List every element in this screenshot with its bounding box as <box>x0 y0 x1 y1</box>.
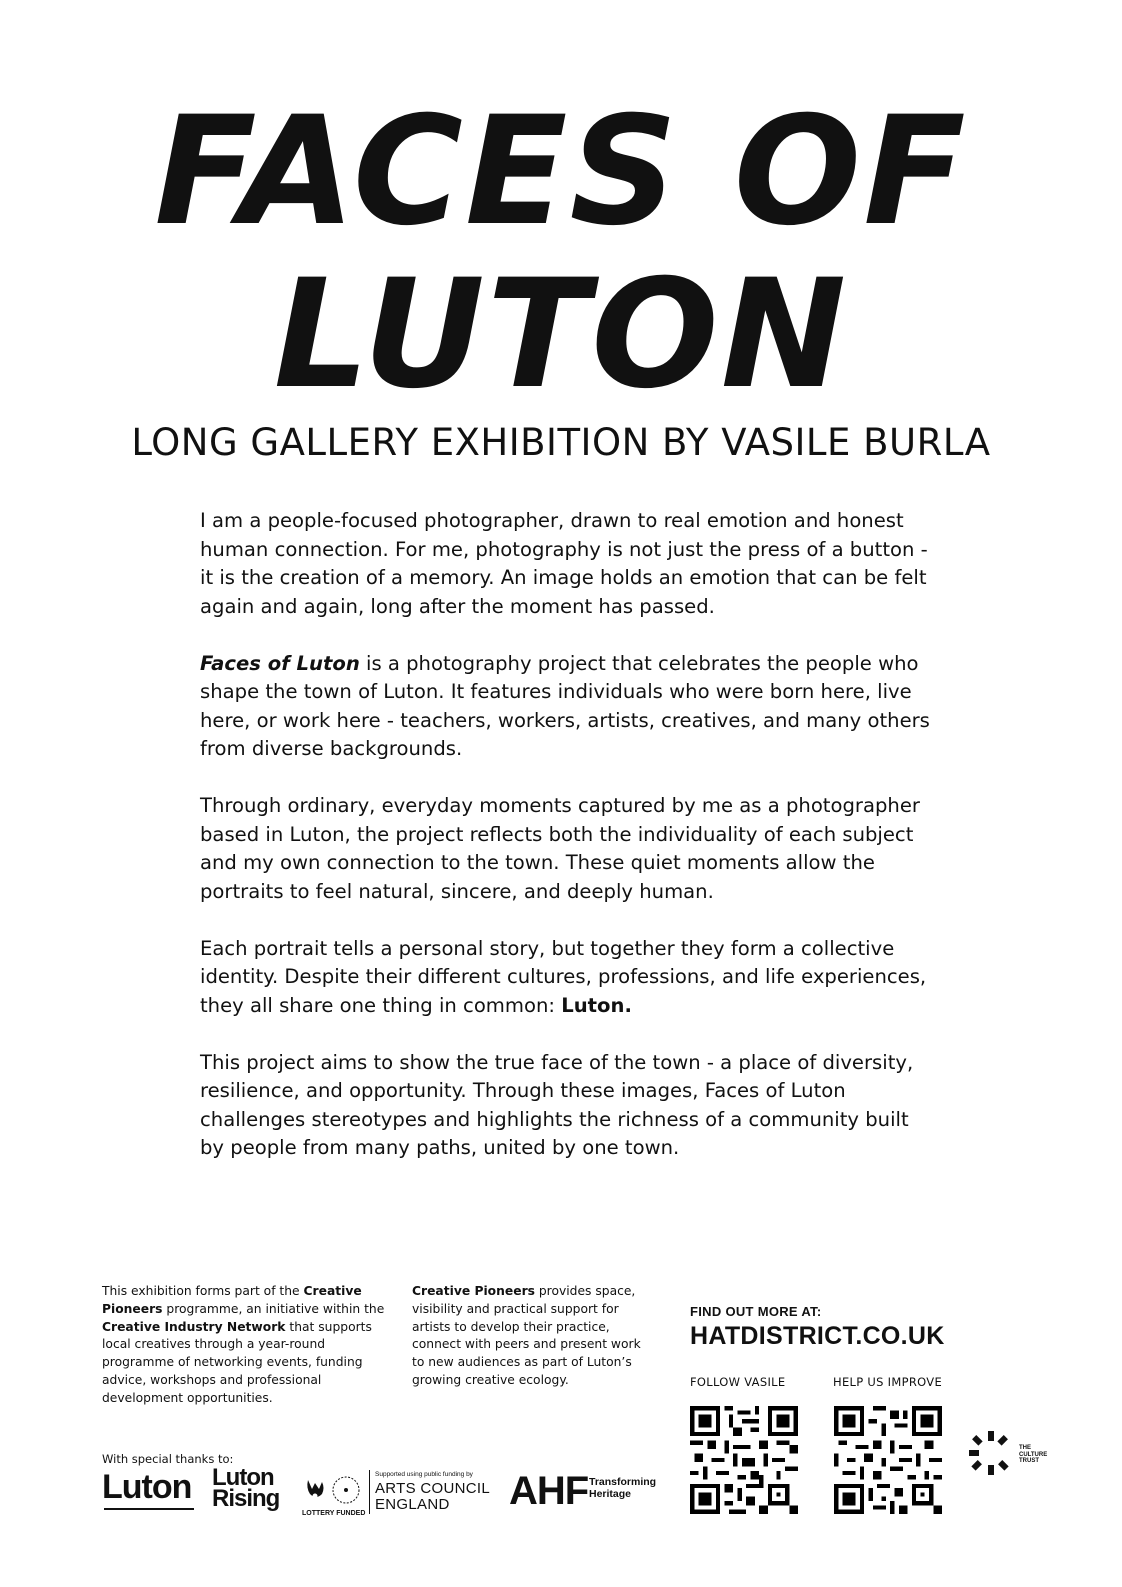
luton-logo-underline <box>104 1508 194 1510</box>
footer-strong: Creative Pioneers <box>102 1284 362 1316</box>
arts-council-logo-line1: ARTS COUNCIL <box>375 1480 491 1497</box>
arts-council-divider <box>369 1470 370 1514</box>
subtitle: LONG GALLERY EXHIBITION BY VASILE BURLA <box>131 421 991 464</box>
culture-trust-line: CULTURE <box>1019 1451 1048 1458</box>
qr-label-follow: FOLLOW VASILE <box>690 1375 786 1389</box>
lottery-funded-label: LOTTERY FUNDED <box>302 1510 366 1517</box>
title-line-1: FACES OF <box>154 85 968 259</box>
footer-pioneers-info <box>412 1283 652 1390</box>
project-name-emphasis: Faces of Luton <box>200 651 360 675</box>
paragraph-4 <box>200 935 930 1021</box>
footer-strong: Creative Pioneers <box>412 1284 535 1298</box>
arts-council-logo-line2: ENGLAND <box>375 1496 450 1513</box>
footer-programme-info <box>102 1283 387 1408</box>
qr-code-help-us-improve[interactable] <box>834 1406 942 1514</box>
ahf-logo: AHF <box>509 1469 589 1513</box>
paragraph-1: I am a people-focused photographer, drawn to real emotion and honest human connection. For me, photography is not just the press of a button - it is the creation of a memory. An image holds an emotion that can be felt again and again, long after the moment has passed. <box>200 509 928 618</box>
luton-rising-logo-line2: Rising <box>212 1485 280 1512</box>
title-line-2: LUTON <box>273 248 849 422</box>
ahf-logo-sub2: Heritage <box>589 1488 632 1500</box>
footer-strong: Creative Industry Network <box>102 1319 286 1334</box>
paragraph-2-text: is a photography project that celebrates the people who shape the town of Luton. It features individuals who were born here, live here, or work here - teachers, workers, artists, creatives, and many others from diverse backgrounds. <box>200 651 930 760</box>
footer-text: that supports local creatives through a year-round programme of networking events, funding advice, workshops and professional development opportunities. <box>102 1319 372 1405</box>
footer-text: programme, an initiative within the <box>162 1301 385 1316</box>
paragraph-5: This project aims to show the true face of the town - a place of diversity, resilience, and opportunity. Through these images, Faces of Luton challenges stereotypes and highlights the richness of a community built by people from many paths, united by one town. <box>200 1050 914 1159</box>
footer-text: provides space, visibility and practical support for artists to develop their practice, connect with peers and present work to new audiences as part of Luton’s growing creative ecology. <box>412 1284 641 1387</box>
culture-trust-logo-text <box>1019 1445 1047 1465</box>
luton-rising-logo-line1: Luton <box>212 1464 274 1491</box>
ahf-logo-sub1: Transforming <box>589 1476 657 1488</box>
arts-council-caption: Supported using public funding by <box>375 1471 473 1478</box>
luton-council-logo: Luton <box>102 1468 192 1506</box>
culture-trust-icon <box>969 1431 1013 1475</box>
paragraph-3: Through ordinary, everyday moments captured by me as a photographer based in Luton, the project reflects both the individuality of each subject and my own connection to the town. These quiet moments allow the portraits to feel natural, sincere, and deeply human. <box>200 794 920 903</box>
qr-label-improve: HELP US IMPROVE <box>833 1375 943 1389</box>
footer-text: This exhibition forms part of the <box>102 1284 304 1298</box>
paragraph-2 <box>200 650 930 764</box>
body-text <box>200 507 930 1191</box>
paragraph-4-strong: Luton. <box>561 993 632 1017</box>
paragraph-4-text: Each portrait tells a personal story, but together they form a collective identity. Despite their different cultures, professions, and life experiences, they all share one thing in common: <box>200 936 927 1017</box>
find-out-more-label: FIND OUT MORE AT: <box>690 1304 822 1319</box>
national-lottery-icon <box>302 1474 362 1508</box>
culture-trust-line: TRUST <box>1019 1458 1039 1464</box>
qr-code-follow-vasile[interactable] <box>690 1406 798 1514</box>
culture-trust-line: THE <box>1019 1445 1031 1451</box>
website-link[interactable]: HATDISTRICT.CO.UK <box>690 1322 945 1350</box>
special-thanks-label: With special thanks to: <box>102 1452 234 1466</box>
